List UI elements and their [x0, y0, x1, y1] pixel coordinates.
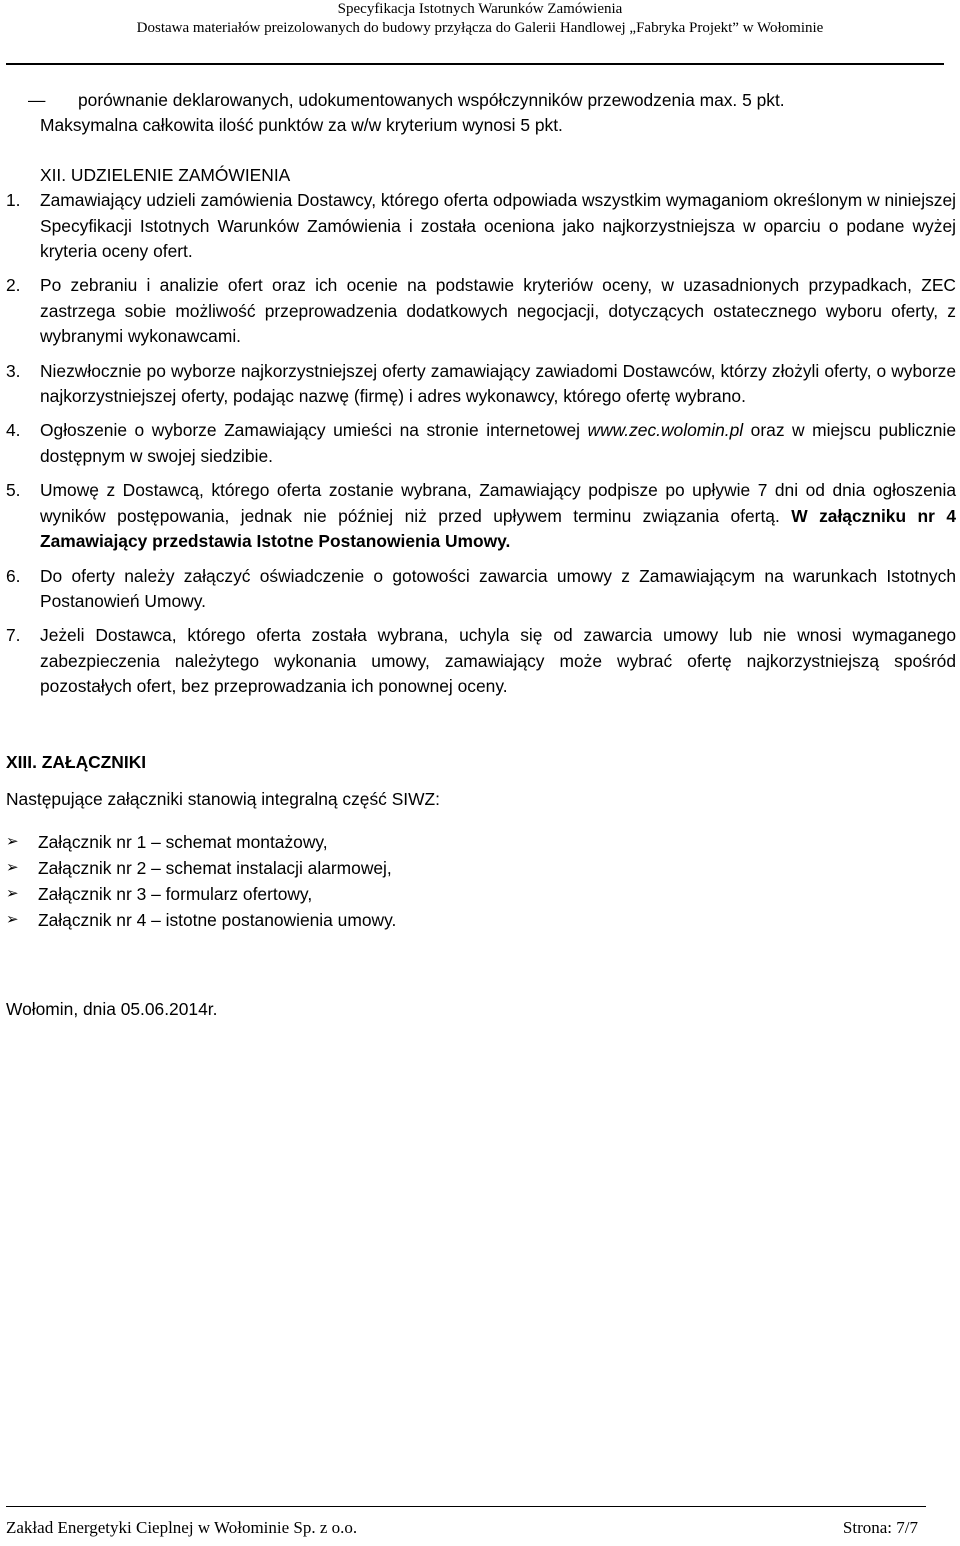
- item-number: 3.: [6, 360, 21, 381]
- item-text: Umowę z Dostawcą, którego oferta zostanie wybrana, Zamawiający podpisze po upływie 7 dni od dnia ogłoszenia wyników postępowania, jednak nie później niż przed upływem terminu związania ofertą.: [40, 480, 956, 526]
- item-text: Po zebraniu i analizie ofert oraz ich ocenie na podstawie kryteriów oceny, w uzasadnionych przypadkach, ZEC zastrzega sobie możliwość przeprowadzenia dodatkowych negocjacji, dotyczących ostatecznego wyboru oferty, z wybranymi wykonawcami.: [40, 275, 956, 347]
- list-item: [6, 829, 956, 855]
- item-text: Ogłoszenie o wyborze Zamawiający umieści na stronie internetowej: [40, 420, 588, 441]
- page-header: [0, 0, 960, 38]
- attachment-text: Załącznik nr 2 – schemat instalacji alarmowej,: [38, 858, 392, 879]
- item-text: Zamawiający udzieli zamówienia Dostawcy, którego oferta odpowiada wszystkim wymaganiom określonym w niniejszej Specyfikacji Istotnych Warunków Zamówienia i została oceniona jako najkorzystniejsza w oparciu o podane wyżej kryteria oceny ofert.: [40, 190, 956, 262]
- arrow-bullet-icon: ➢: [6, 885, 19, 903]
- arrow-bullet-icon: ➢: [6, 911, 19, 929]
- item-text: Niezwłocznie po wyborze najkorzystniejszej oferty zamawiający zawiadomi Dostawców, którzy złożyli oferty, o wyborze najkorzystniejszej oferty, podając nazwę (firmę) i adres wykonawcy, którego ofertę wybrano.: [40, 360, 956, 407]
- criterion-item: [6, 88, 956, 113]
- header-subtitle: Dostawa materiałów preizolowanych do budowy przyłącza do Galerii Handlowej „Fabryka Projekt” w Wołominie: [136, 20, 824, 36]
- document-body: [6, 88, 956, 1023]
- attachment-text: Załącznik nr 1 – schemat montażowy,: [38, 832, 328, 853]
- section-xii-title: XII. UDZIELENIE ZAMÓWIENIA: [40, 164, 291, 185]
- list-item: [6, 188, 956, 264]
- page-footer: [6, 1518, 918, 1538]
- criterion-text: porównanie deklarowanych, udokumentowanych współczynników przewodzenia max. 5 pkt.: [78, 90, 785, 110]
- attachment-text: Załącznik nr 3 – formularz ofertowy,: [38, 884, 313, 905]
- item-bold-text: W załączniku nr 4 Zamawiający przedstawia Istotne Postanowienia Umowy.: [40, 505, 957, 552]
- arrow-bullet-icon: ➢: [6, 859, 19, 877]
- list-item: [6, 564, 956, 615]
- list-item: [6, 478, 956, 554]
- footer-company: Zakład Energetyki Cieplnej w Wołominie Sp. z o.o.: [6, 1518, 358, 1537]
- item-number: 7.: [6, 625, 21, 646]
- item-number: 6.: [6, 565, 21, 586]
- list-item: [6, 273, 956, 349]
- list-item: [6, 359, 956, 410]
- footer-divider: [6, 1506, 926, 1507]
- document-date: Wołomin, dnia 05.06.2014r.: [6, 999, 218, 1020]
- item-number: 2.: [6, 275, 21, 296]
- list-item: [6, 907, 956, 933]
- item-text: Do oferty należy załączyć oświadczenie o gotowości zawarcia umowy z Zamawiającym na warunkach Istotnych Postanowień Umowy.: [40, 565, 956, 611]
- list-item: [6, 855, 956, 881]
- attachment-text: Załącznik nr 4 – istotne postanowienia umowy.: [38, 910, 397, 931]
- footer-page-number: Strona: 7/7: [842, 1518, 918, 1537]
- attachments-intro: Następujące załączniki stanowią integralną część SIWZ:: [6, 788, 440, 809]
- list-item: [6, 418, 956, 469]
- header-title: Specyfikacja Istotnych Warunków Zamówienia: [337, 1, 623, 17]
- item-text: Jeżeli Dostawca, którego oferta została wybrana, uchyla się od zawarcia umowy lub nie wnosi wymaganego zabezpieczenia należytego wykonania umowy, zamawiający może wybrać ofertę najkorzystniejszą spośród pozostałych ofert, bez przeprowadzania ich ponownej oceny.: [40, 625, 956, 697]
- section-xiii-title: XIII. ZAŁĄCZNIKI: [6, 751, 147, 772]
- section-xii-list: [6, 188, 956, 699]
- arrow-bullet-icon: ➢: [6, 833, 19, 851]
- item-text-continued: oraz w miejscu publicznie dostępnym w swojej siedzibie.: [40, 420, 956, 466]
- criterion-max-points: Maksymalna całkowita ilość punktów za w/w kryterium wynosi 5 pkt.: [40, 115, 563, 136]
- item-number: 1.: [6, 190, 21, 211]
- attachments-list: [6, 829, 956, 933]
- item-number: 4.: [6, 420, 21, 441]
- website-link[interactable]: www.zec.wolomin.pl: [587, 420, 744, 441]
- list-item: [6, 881, 956, 907]
- item-number: 5.: [6, 480, 21, 501]
- dash-bullet: —: [28, 90, 46, 110]
- list-item: [6, 623, 956, 699]
- header-divider: [6, 63, 944, 65]
